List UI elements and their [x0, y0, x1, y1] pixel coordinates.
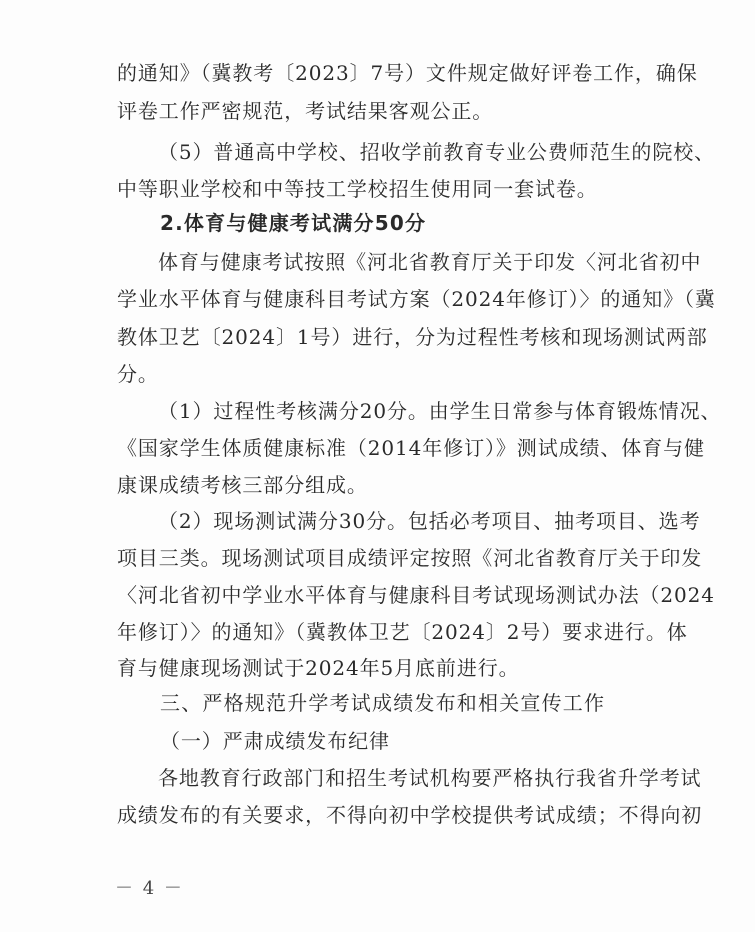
paragraph-line: 的通知》（冀教考〔2023〕7号）文件规定做好评卷工作，确保	[117, 61, 698, 85]
subsection-heading: 2.体育与健康考试满分50分	[160, 211, 427, 235]
paragraph-line: 学业水平体育与健康科目考试方案（2024年修订）〉的通知》（冀	[117, 287, 716, 311]
paragraph-line: 项目三类。现场测试项目成绩评定按照《河北省教育厅关于印发	[117, 546, 703, 570]
paragraph-line: 《国家学生体质健康标准（2014年修订）》测试成绩、体育与健	[117, 436, 705, 460]
paragraph-line: 育与健康现场测试于2024年5月底前进行。	[117, 656, 520, 680]
paragraph-line: 〈河北省初中学业水平体育与健康科目考试现场测试办法（2024	[117, 583, 715, 607]
paragraph-line: 教体卫艺〔2024〕1号）进行，分为过程性考核和现场测试两部	[117, 325, 708, 349]
subsection-heading: （一）严肃成绩发布纪律	[160, 729, 390, 753]
paragraph-line: 分。	[117, 362, 159, 386]
paragraph-line: （5）普通高中学校、招收学前教育专业公费师范生的院校、	[158, 140, 716, 164]
paragraph-line: （2）现场测试满分30分。包括必考项目、抽考项目、选考	[158, 509, 701, 533]
section-heading: 三、严格规范升学考试成绩发布和相关宣传工作	[160, 691, 606, 715]
page-number: － 4 －	[115, 878, 184, 899]
paragraph-line: 中等职业学校和中等技工学校招生使用同一套试卷。	[117, 177, 598, 201]
paragraph-line: 康课成绩考核三部分组成。	[117, 473, 368, 497]
paragraph-line: 成绩发布的有关要求，不得向初中学校提供考试成绩；不得向初	[117, 803, 703, 827]
paragraph-line: 评卷工作严密规范，考试结果客观公正。	[117, 99, 494, 123]
paragraph-line: 各地教育行政部门和招生考试机构要严格执行我省升学考试	[158, 766, 702, 790]
paragraph-line: （1）过程性考核满分20分。由学生日常参与体育锻炼情况、	[158, 399, 722, 423]
paragraph-line: 体育与健康考试按照《河北省教育厅关于印发〈河北省初中	[158, 250, 702, 274]
paragraph-line: 年修订）〉的通知》（冀教体卫艺〔2024〕2号）要求进行。体	[117, 620, 688, 644]
